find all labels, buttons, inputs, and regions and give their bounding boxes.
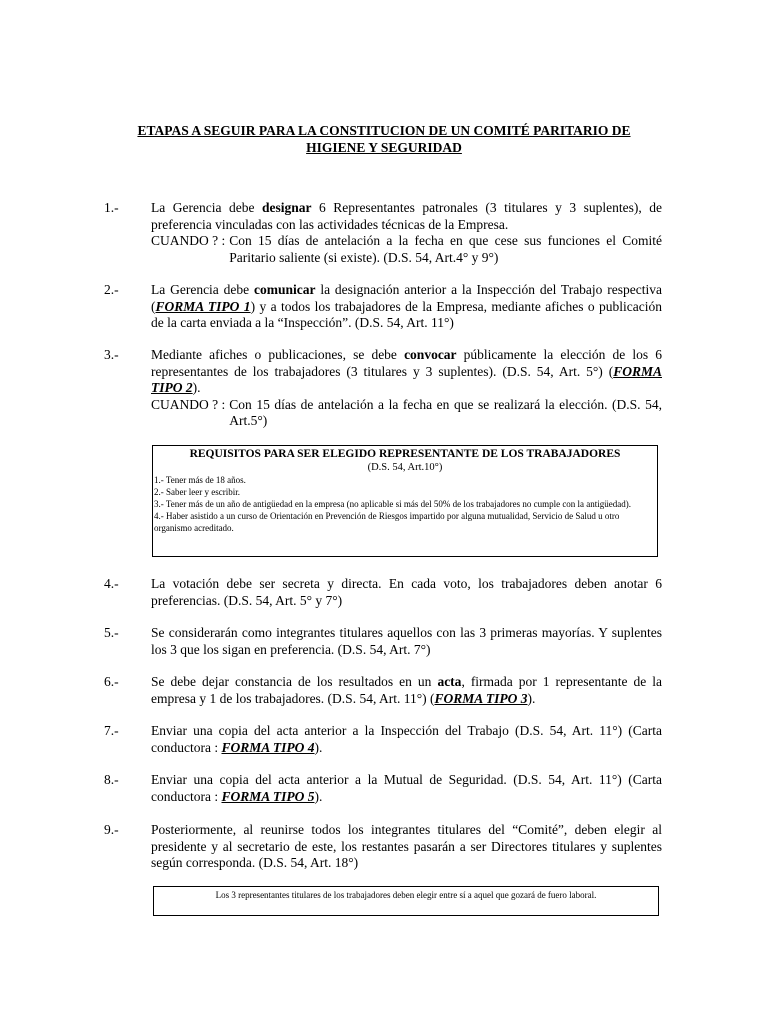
form-reference: FORMA TIPO 1 — [155, 298, 251, 314]
form-reference: FORMA TIPO 5 — [221, 788, 315, 804]
title-line-1: ETAPAS A SEGUIR PARA LA CONSTITUCION DE UN COMITÉ PARITARIO DE — [137, 123, 631, 138]
text-run: Mediante afiches o publicaciones, se debe — [151, 347, 405, 362]
text-run: La Gerencia debe — [151, 282, 254, 297]
form-reference: FORMA TIPO 3 — [434, 690, 528, 706]
step-text: Posteriormente, al reunirse todos los integrantes titulares del “Comité”, deben elegir al presidente y al secretario de este, los restantes pasarán a ser Directores titulares y suplentes según corresponda. (D.S. 54, Art. 18°) — [151, 822, 662, 870]
text-run: la designación anterior a la Inspección del Trabajo respectiva ( — [151, 282, 662, 314]
step-number: 3.- — [104, 347, 119, 362]
step-body — [151, 576, 662, 609]
step-body — [151, 200, 662, 266]
step-4 — [104, 576, 662, 609]
step-body — [151, 723, 662, 756]
step-text — [151, 282, 662, 332]
step-number: 6.- — [104, 674, 119, 689]
step-text — [151, 723, 662, 756]
text-run: ). — [192, 380, 201, 395]
requirements-subheading: (D.S. 54, Art.10°) — [367, 462, 443, 473]
text-run: 6 Representantes patronales (3 titulares y 3 suplentes), de preferencia vinculadas con las actividades técnicas de la Empresa. — [151, 200, 662, 232]
text-run: La Gerencia debe — [151, 200, 262, 215]
note-text: Los 3 representantes titulares de los trabajadores deben elegir entre sí a aquel que gozará de fuero laboral. — [215, 890, 597, 900]
when-row — [151, 233, 662, 266]
bold-keyword: convocar — [404, 347, 457, 362]
step-1 — [104, 200, 662, 266]
when-row — [151, 397, 662, 430]
step-text — [151, 674, 662, 707]
step-text — [151, 347, 662, 397]
step-body — [151, 772, 662, 805]
step-number: 5.- — [104, 625, 119, 640]
step-6 — [104, 674, 662, 707]
requirement-item: 4.- Haber asistido a un curso de Orientación en Prevención de Riesgos impartido por alguna mutualidad, Servicio de Salud u otro organismo acreditado. — [154, 511, 620, 533]
step-5 — [104, 625, 662, 658]
step-2 — [104, 282, 662, 332]
form-reference: FORMA TIPO 4 — [221, 739, 315, 755]
step-number: 9.- — [104, 822, 119, 837]
text-run: ). — [527, 690, 536, 706]
step-body — [151, 822, 662, 872]
step-text — [151, 200, 662, 233]
step-body — [151, 625, 662, 658]
step-text: La votación debe ser secreta y directa. En cada voto, los trabajadores deben anotar 6 preferencias. (D.S. 54, Art. 5° y 7°) — [151, 576, 662, 608]
step-body — [151, 347, 662, 430]
step-body — [151, 674, 662, 707]
step-number: 1.- — [104, 200, 119, 215]
text-run: Enviar una copia del acta anterior a la Inspección del Trabajo (D.S. 54, Art. 11°) (Carta conductora : — [151, 723, 662, 755]
requirement-item: 2.- Saber leer y escribir. — [154, 487, 240, 497]
note-box — [153, 886, 659, 916]
requirements-box — [152, 445, 658, 557]
step-number: 8.- — [104, 772, 119, 787]
requirement-item: 3.- Tener más de un año de antigüedad en la empresa (no aplicable si más del 50% de los trabajadores no cumple con la antigüedad). — [154, 499, 632, 509]
text-run: Se debe dejar constancia de los resultados en un — [151, 674, 438, 689]
when-label: CUANDO ? : — [151, 233, 226, 248]
text-run: ) y a todos los trabajadores de la Empresa, mediante afiches o publicación de la carta enviada a la “Inspección”. (D.S. 54, Art. 11°) — [151, 298, 662, 330]
step-text: Se considerarán como integrantes titulares aquellos con las 3 primeras mayorías. Y suplentes los 3 que los sigan en preferencia. (D.S. 54, Art. 7°) — [151, 625, 662, 657]
when-text: Con 15 días de antelación a la fecha en que se realizará la elección. (D.S. 54, Art.5°) — [229, 396, 662, 428]
bold-keyword: acta — [437, 674, 462, 689]
step-body — [151, 282, 662, 332]
when-label: CUANDO ? : — [151, 396, 226, 412]
when-text: Con 15 días de antelación a la fecha en que cese sus funciones el Comité Paritario saliente (si existe). (D.S. 54, Art.4° y 9°) — [229, 233, 662, 265]
step-7 — [104, 723, 662, 756]
step-8 — [104, 772, 662, 805]
text-run: ). — [314, 739, 323, 755]
requirement-item: 1.- Tener más de 18 años. — [154, 475, 246, 485]
step-9 — [104, 822, 662, 872]
step-text — [151, 772, 662, 805]
step-number: 4.- — [104, 576, 119, 591]
title-line-2: HIGIENE Y SEGURIDAD — [306, 140, 462, 155]
step-3 — [104, 347, 662, 430]
requirements-heading: REQUISITOS PARA SER ELEGIDO REPRESENTANTE DE LOS TRABAJADORES — [189, 448, 621, 460]
text-run: públicamente la elección de los 6 representantes de los trabajadores (3 titulares y 3 suplentes). (D.S. 54, Art. 5°) ( — [151, 347, 662, 379]
step-number: 2.- — [104, 282, 119, 297]
bold-keyword: designar — [261, 200, 312, 215]
text-run: Enviar una copia del acta anterior a la Mutual de Seguridad. (D.S. 54, Art. 11°) (Carta conductora : — [151, 772, 662, 804]
form-reference: FORMA TIPO 2 — [151, 363, 662, 395]
bold-keyword: comunicar — [253, 282, 316, 297]
step-number: 7.- — [104, 723, 119, 738]
document-title — [100, 122, 668, 156]
text-run: , firmada por 1 representante de la empresa y 1 de los trabajadores. (D.S. 54, Art. 11°) ( — [151, 674, 662, 706]
text-run: ). — [314, 788, 323, 804]
